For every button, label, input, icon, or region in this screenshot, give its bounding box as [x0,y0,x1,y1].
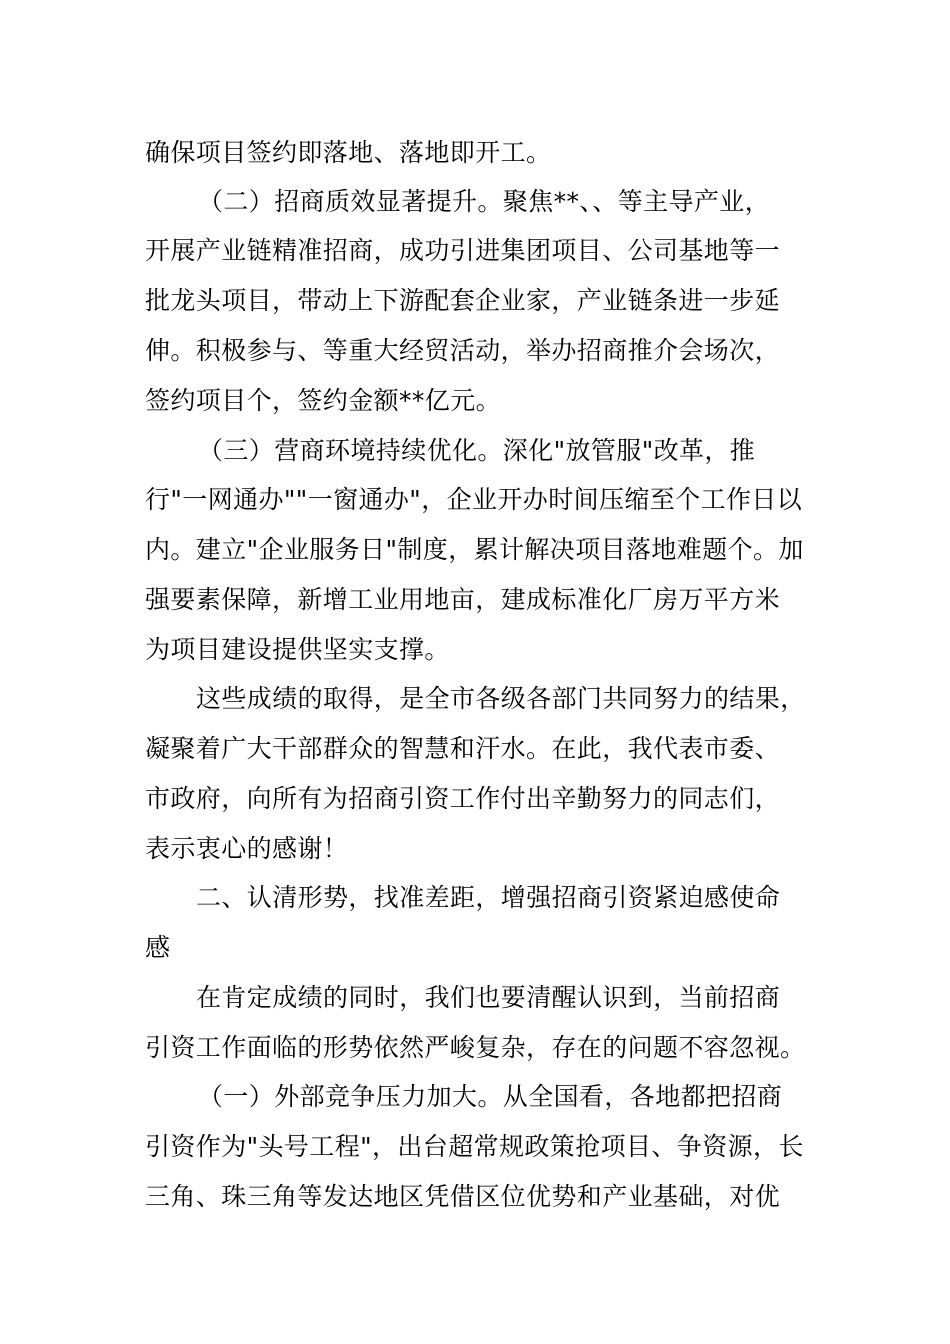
text-line: 强要素保障，新增工业用地亩，建成标准化厂房万平方米 [145,585,781,614]
section-heading-3: （三）营商环境持续优化。深化"放管服"改革，推 [198,436,756,465]
text-line: 感 [145,933,171,962]
text-line: 为项目建设提供坚实支撑。 [145,635,450,664]
text-line: 确保项目签约即落地、落地即开工。 [145,138,552,167]
paragraph-start: 这些成绩的取得，是全市各级各部门共同努力的结果， [196,684,806,713]
text-line: 开展产业链精准招商，成功引进集团项目、公司基地等一 [145,236,781,265]
text-line: 市政府，向所有为招商引资工作付出辛勤努力的同志们， [145,784,781,813]
section-heading-2: （二）招商质效显著提升。聚焦**、、等主导产业， [198,187,771,216]
text-line: 伸。积极参与、等重大经贸活动，举办招商推介会场次， [145,336,781,365]
text-line: 引资作为"头号工程"，出台超常规政策抢项目、争资源，长 [145,1132,804,1161]
text-line: 引资工作面临的形势依然严峻复杂，存在的问题不容忽视。 [145,1033,806,1062]
text-line: 行"一网通办""一窗通办"，企业开办时间压缩至个工作日以 [145,485,803,514]
text-line: 批龙头项目，带动上下游配套企业家，产业链条进一步延 [145,286,781,315]
paragraph-start: 在肯定成绩的同时，我们也要清醒认识到，当前招商 [196,983,781,1012]
text-line: 三角、珠三角等发达地区凭借区位优势和产业基础，对优 [145,1182,781,1211]
text-line: 内。建立"企业服务日"制度，累计解决项目落地难题个。加 [145,535,804,564]
chapter-heading: 二、认清形势，找准差距，增强招商引资紧迫感使命 [196,883,781,912]
section-heading-1: （一）外部竞争压力加大。从全国看，各地都把招商 [198,1082,783,1111]
text-line: 签约项目个，签约金额**亿元。 [145,386,502,415]
text-line: 凝聚着广大干部群众的智慧和汗水。在此，我代表市委、 [145,734,781,763]
text-line: 表示衷心的感谢！ [145,834,349,863]
